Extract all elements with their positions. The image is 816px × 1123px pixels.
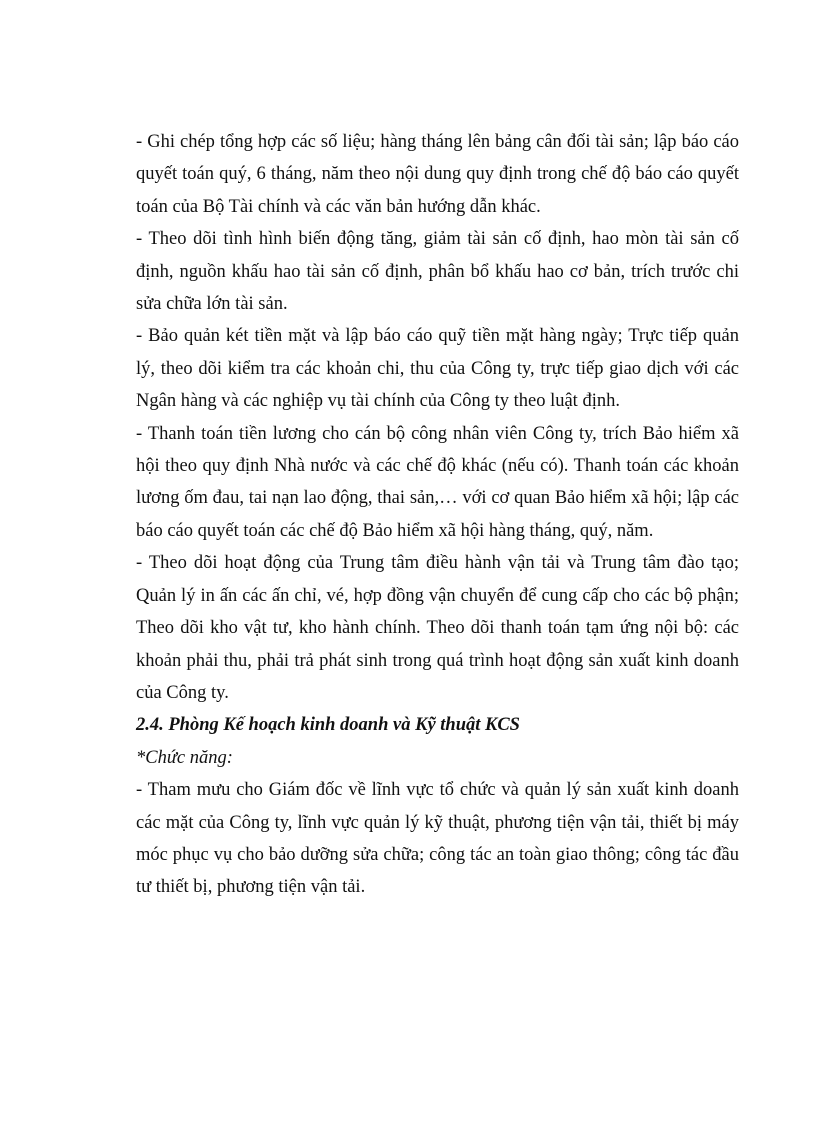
section-subheading: *Chức năng: (136, 747, 233, 768)
section-heading: 2.4. Phòng Kế hoạch kinh doanh và Kỹ thuật KCS (136, 715, 520, 736)
paragraph-cash-management: - Bảo quản két tiền mặt và lập báo cáo quỹ tiền mặt hàng ngày; Trực tiếp quản lý, theo dõi kiểm tra các khoản chi, thu của Công ty, trực tiếp giao dịch với các Ngân hàng và các nghiệp vụ tài chính của Công ty theo luật định. (136, 326, 739, 412)
paragraph-accounting-summary: - Ghi chép tổng hợp các số liệu; hàng tháng lên bảng cân đối tài sản; lập báo cáo quyết toán quý, 6 tháng, năm theo nội dung quy định trong chế độ báo cáo quyết toán của Bộ Tài chính và các văn bản hướng dẫn khác. (136, 132, 739, 217)
paragraph-operations-tracking: - Theo dõi hoạt động của Trung tâm điều hành vận tải và Trung tâm đào tạo; Quản lý in ấn các ấn chỉ, vé, hợp đồng vận chuyển để cung cấp cho các bộ phận; Theo dõi kho vật tư, kho hành chính. Theo dõi thanh toán tạm ứng nội bộ: các khoản phải thu, phải trả phát sinh trong quá trình hoạt động sản xuất kinh doanh của Công ty. (136, 553, 739, 703)
paragraph-payroll-insurance: - Thanh toán tiền lương cho cán bộ công nhân viên Công ty, trích Bảo hiểm xã hội theo quy định Nhà nước và các chế độ khác (nếu có). Thanh toán các khoản lương ốm đau, tai nạn lao động, thai sản,… với cơ quan Bảo hiểm xã hội; lập các báo cáo quyết toán các chế độ Bảo hiểm xã hội hàng tháng, quý, năm. (136, 423, 739, 541)
document-page (136, 126, 739, 904)
paragraph-advisory-function: - Tham mưu cho Giám đốc về lĩnh vực tổ chức và quản lý sản xuất kinh doanh các mặt của Công ty, lĩnh vực quản lý kỹ thuật, phương tiện vận tải, thiết bị máy móc phục vụ cho bảo dưỡng sửa chữa; công tác an toàn giao thông; công tác đầu tư thiết bị, phương tiện vận tải. (136, 780, 739, 898)
paragraph-fixed-assets: - Theo dõi tình hình biến động tăng, giảm tài sản cố định, hao mòn tài sản cố định, nguồn khấu hao tài sản cố định, phân bổ khấu hao cơ bản, trích trước chi sửa chữa lớn tài sản. (136, 229, 739, 315)
